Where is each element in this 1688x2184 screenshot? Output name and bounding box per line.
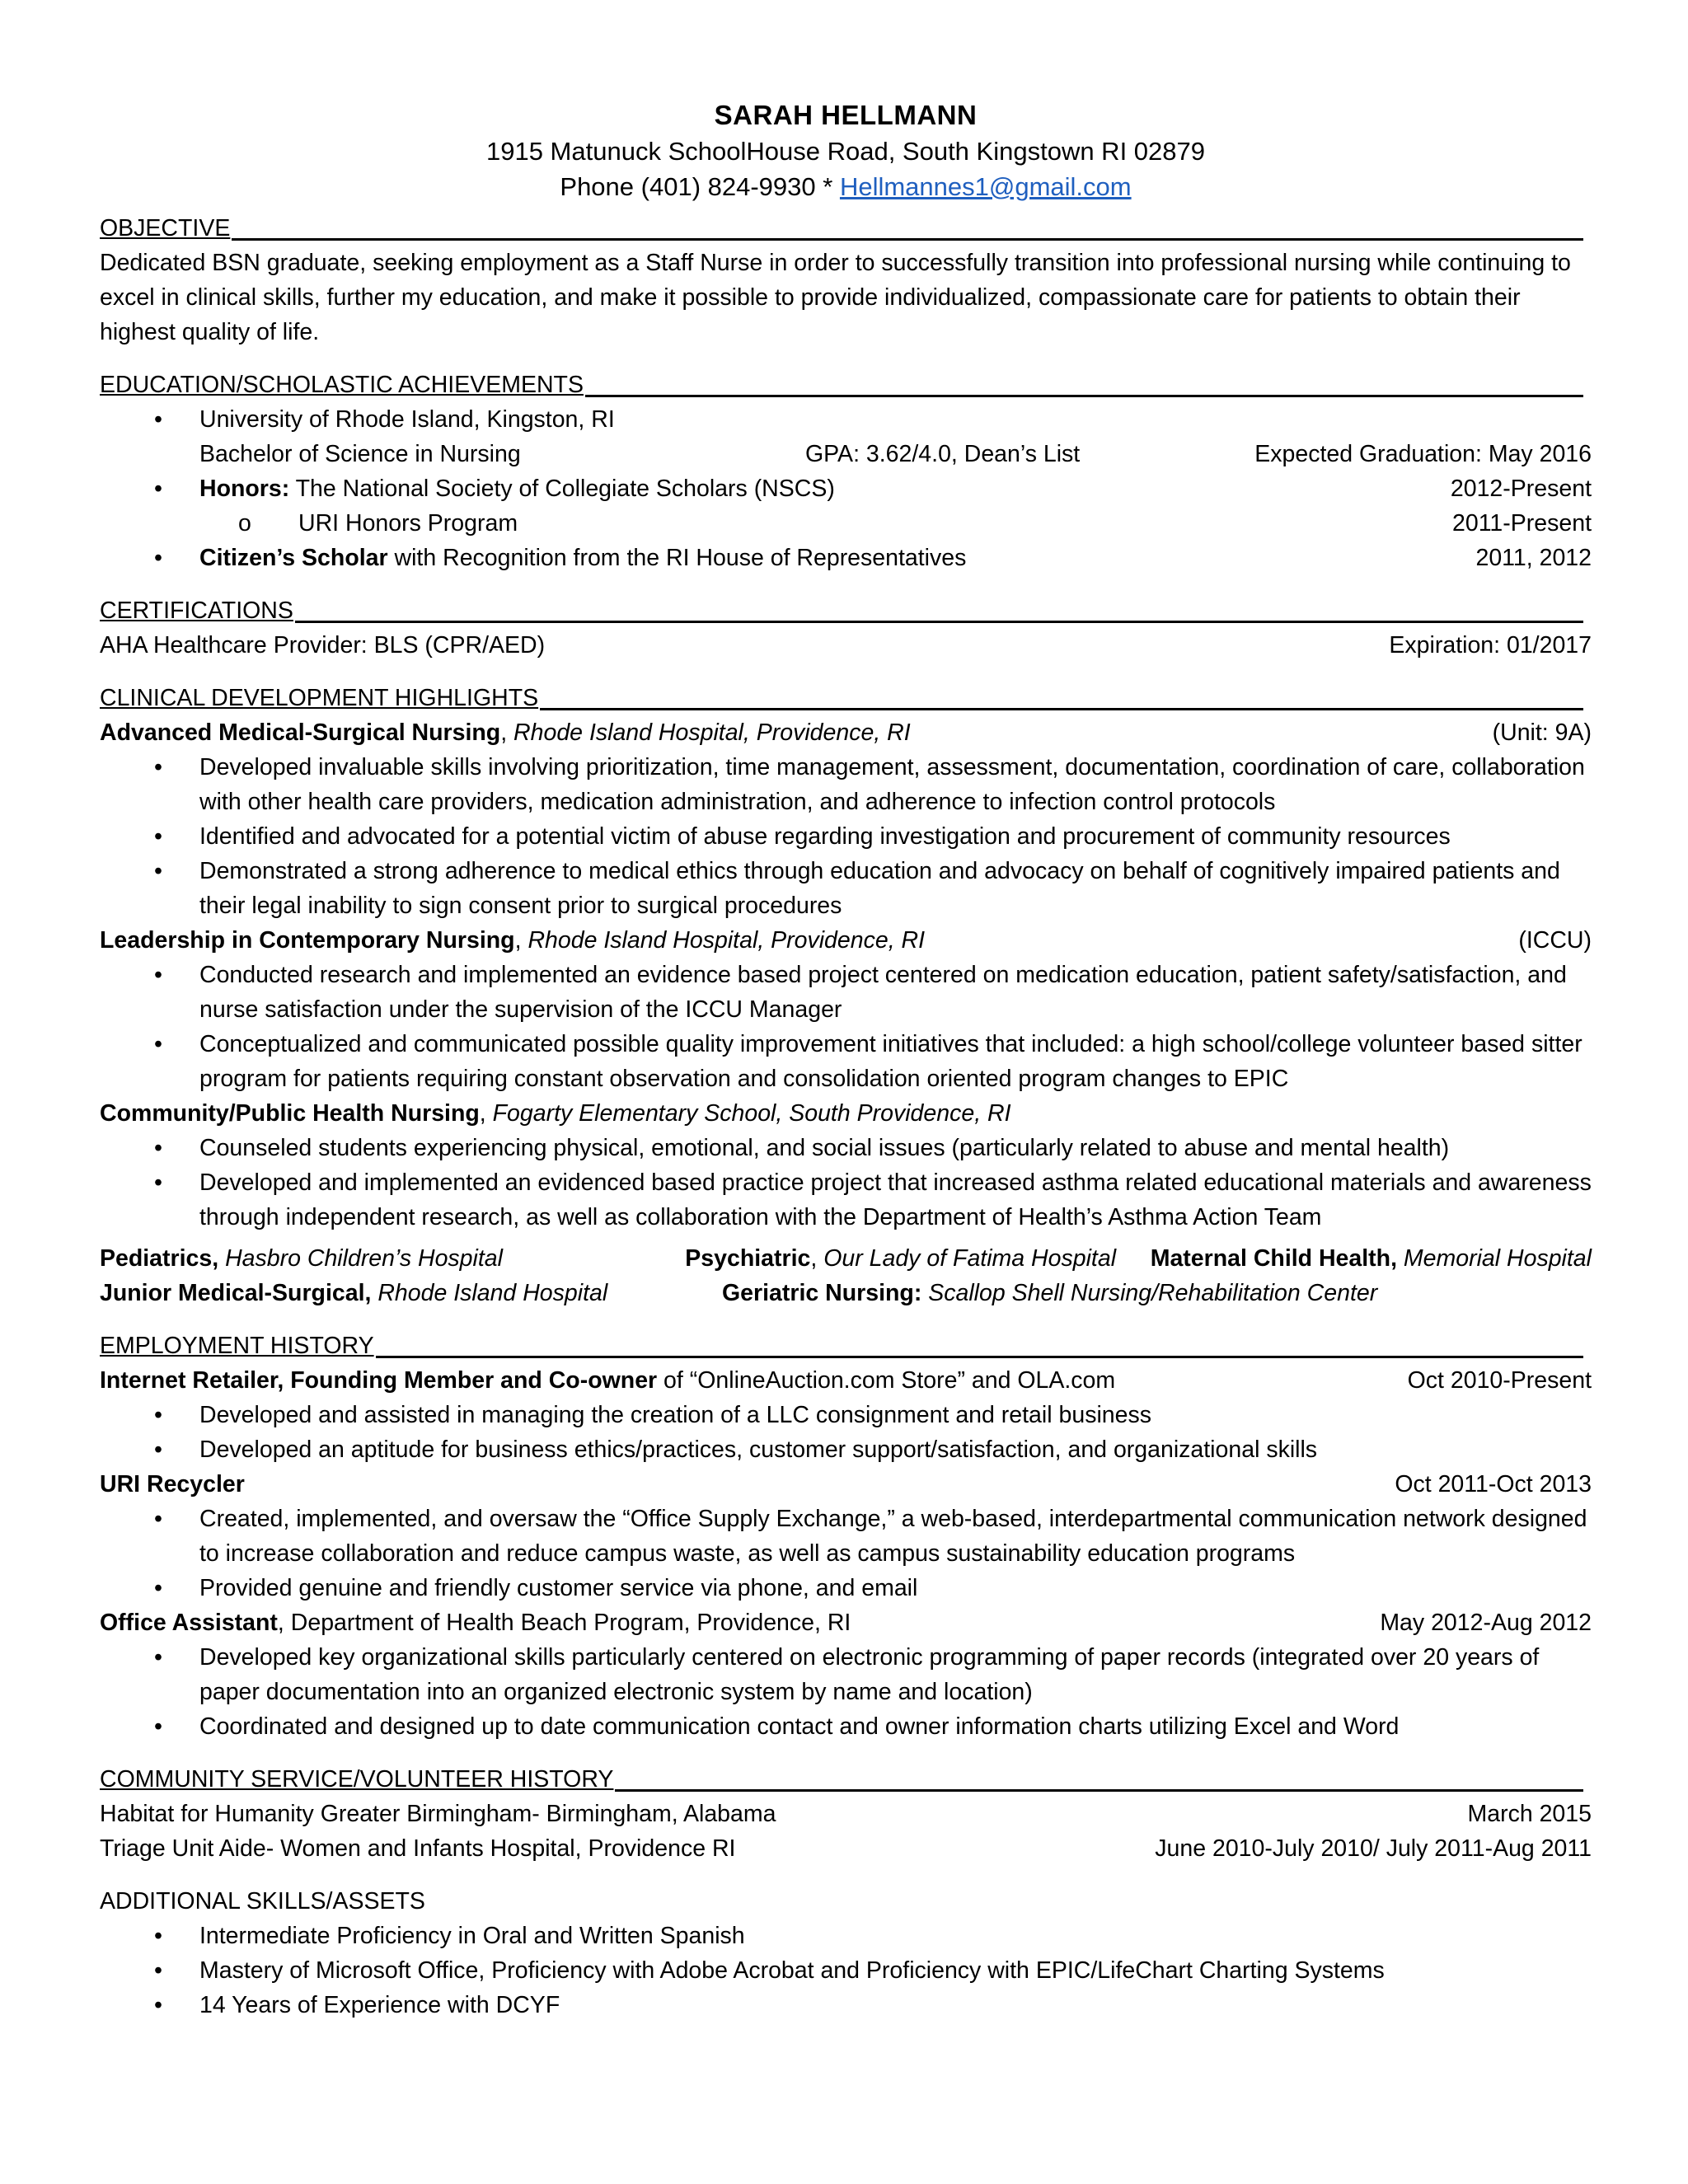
degree-line: Bachelor of Science in Nursing GPA: 3.62/4.0, Dean’s List Expected Graduation: May 2016	[199, 441, 1592, 467]
section-heading-education: EDUCATION/SCHOLASTIC ACHIEVEMENTS	[100, 368, 1583, 402]
bullet-icon: •	[154, 858, 162, 884]
bullet-icon: •	[154, 1575, 162, 1601]
list-item: • Developed and implemented an evidenced based practice project that increased asthma related educational materials and awareness through independent research, as well as collaboration with the Department of Health’s Asthma Action Team	[100, 1165, 1592, 1235]
section-heading-skills: ADDITIONAL SKILLS/ASSETS	[100, 1888, 425, 1915]
list-item: • Conducted research and implemented an evidence based project centered on medication education, patient safety/satisfaction, and nurse satisfaction under the supervision of the ICCU Manager	[100, 958, 1592, 1027]
rotation-row-1: Pediatrics, Hasbro Children’s Hospital Psychiatric, Our Lady of Fatima Hospital Maternal Child Health, Memorial Hospital	[100, 1245, 1592, 1272]
clinical-entry-lcn: Leadership in Contemporary Nursing, Rhode Island Hospital, Providence, RI (ICCU)	[100, 927, 1592, 954]
clinical-entry-cph: Community/Public Health Nursing, Fogarty Elementary School, South Providence, RI	[100, 1100, 1011, 1127]
candidate-name: SARAH HELLMANN	[714, 100, 978, 130]
bullet-icon: •	[154, 962, 162, 988]
list-item: • Citizen’s Scholar with Recognition from the RI House of Representatives 2011, 2012	[100, 541, 1592, 575]
list-item: • Counseled students experiencing physical, emotional, and social issues (particularly related to abuse and mental health)	[100, 1131, 1592, 1165]
cph-bullets	[100, 1131, 1592, 1235]
clinical-entry-ams: Advanced Medical-Surgical Nursing, Rhode Island Hospital, Providence, RI (Unit: 9A)	[100, 719, 1592, 746]
list-item: • Mastery of Microsoft Office, Proficiency with Adobe Acrobat and Proficiency with EPIC/LifeChart Charting Systems	[100, 1953, 1592, 1988]
list-item: • Created, implemented, and oversaw the “Office Supply Exchange,” a web-based, interdepartmental communication network designed to increase collaboration and reduce campus waste, as well as campus sustainability education programs	[100, 1502, 1592, 1571]
bullet-icon: •	[154, 1402, 162, 1428]
job-entry-3: Office Assistant, Department of Health Beach Program, Providence, RI May 2012-Aug 2012	[100, 1610, 1592, 1636]
honors-list	[100, 471, 1592, 575]
resume-header	[100, 97, 1592, 204]
bullet-icon: •	[154, 1031, 162, 1057]
bullet-icon: •	[154, 476, 162, 502]
circle-bullet-icon: o	[238, 510, 251, 537]
list-item: • Conceptualized and communicated possible quality improvement initiatives that included: a high school/college volunteer based sitter program for patients requiring constant observation and consolidation oriented program changes to EPIC	[100, 1027, 1592, 1096]
list-item: • Demonstrated a strong adherence to medical ethics through education and advocacy on behalf of cognitively impaired patients and their legal inability to sign consent prior to surgical procedures	[100, 854, 1592, 923]
bullet-icon: •	[154, 1506, 162, 1532]
list-item: • 14 Years of Experience with DCYF	[100, 1988, 1592, 2022]
job-entry-1: Internet Retailer, Founding Member and Co-owner of “OnlineAuction.com Store” and OLA.com Oct 2010-Present	[100, 1367, 1592, 1394]
bullet-icon: •	[154, 1713, 162, 1740]
list-item: • Honors: The National Society of Collegiate Scholars (NSCS) 2012-Present	[100, 471, 1592, 506]
list-item: • Coordinated and designed up to date communication contact and owner information charts utilizing Excel and Word	[100, 1709, 1592, 1744]
list-item: • Provided genuine and friendly customer service via phone, and email	[100, 1571, 1592, 1605]
phone: Phone (401) 824-9930 *	[560, 172, 840, 201]
bullet-icon: •	[154, 1436, 162, 1463]
bullet-icon: •	[154, 1957, 162, 1984]
job2-bullets	[100, 1502, 1592, 1605]
bullet-icon: •	[154, 406, 162, 433]
email-link[interactable]: Hellmannes1@gmail.com	[839, 172, 1132, 201]
education-list	[100, 402, 1592, 437]
bullet-icon: •	[154, 1992, 162, 2018]
section-heading-employment: EMPLOYMENT HISTORY	[100, 1329, 1583, 1363]
list-item: • Developed and assisted in managing the creation of a LLC consignment and retail business	[100, 1398, 1592, 1432]
community-row-1: Habitat for Humanity Greater Birmingham- Birmingham, Alabama March 2015	[100, 1801, 1592, 1827]
list-item: • Developed invaluable skills involving prioritization, time management, assessment, documentation, coordination of care, collaboration with other health care providers, medication administration, and adherence to infection control protocols	[100, 750, 1592, 819]
section-heading-certifications: CERTIFICATIONS	[100, 593, 1583, 628]
section-heading-community: COMMUNITY SERVICE/VOLUNTEER HISTORY	[100, 1762, 1583, 1797]
job-entry-2: URI Recycler Oct 2011-Oct 2013	[100, 1471, 1592, 1497]
bullet-icon: •	[154, 545, 162, 571]
community-row-2: Triage Unit Aide- Women and Infants Hospital, Providence RI June 2010-July 2010/ July 2011-Aug 2011	[100, 1835, 1592, 1862]
skills-bullets	[100, 1919, 1592, 2022]
bullet-icon: •	[154, 823, 162, 850]
address: 1915 Matunuck SchoolHouse Road, South Kingstown RI 02879	[485, 137, 1205, 166]
list-item: • Intermediate Proficiency in Oral and Written Spanish	[100, 1919, 1592, 1953]
bullet-icon: •	[154, 1923, 162, 1949]
objective-text: Dedicated BSN graduate, seeking employment as a Staff Nurse in order to successfully transition into professional nursing while continuing to excel in clinical skills, further my education, and make it possible to provide individualized, compassionate care for patients to obtain their highest quality of life.	[100, 250, 1571, 345]
list-item: • Developed an aptitude for business ethics/practices, customer support/satisfaction, and organizational skills	[100, 1432, 1592, 1467]
bullet-icon: •	[154, 1644, 162, 1671]
bullet-icon: •	[154, 1135, 162, 1161]
rotation-row-2: Junior Medical-Surgical, Rhode Island Hospital Geriatric Nursing: Scallop Shell Nursing/Rehabilitation Center	[100, 1280, 1378, 1306]
lcn-bullets	[100, 958, 1592, 1096]
list-item: o URI Honors Program 2011-Present	[100, 506, 1592, 541]
section-heading-objective: OBJECTIVE	[100, 211, 1583, 246]
resume-page	[100, 97, 1592, 2022]
contact-line	[100, 169, 1592, 204]
bullet-icon: •	[154, 754, 162, 780]
list-item: • University of Rhode Island, Kingston, RI	[100, 402, 1592, 437]
job3-bullets	[100, 1640, 1592, 1744]
bullet-icon: •	[154, 1169, 162, 1196]
ams-bullets	[100, 750, 1592, 923]
list-item: • Developed key organizational skills particularly centered on electronic programming of paper records (integrated over 20 years of paper documentation into an organized electronic system by name and location)	[100, 1640, 1592, 1709]
job1-bullets	[100, 1398, 1592, 1467]
list-item: • Identified and advocated for a potential victim of abuse regarding investigation and procurement of community resources	[100, 819, 1592, 854]
section-heading-clinical: CLINICAL DEVELOPMENT HIGHLIGHTS	[100, 681, 1583, 715]
certification-row: AHA Healthcare Provider: BLS (CPR/AED) Expiration: 01/2017	[100, 632, 1592, 658]
